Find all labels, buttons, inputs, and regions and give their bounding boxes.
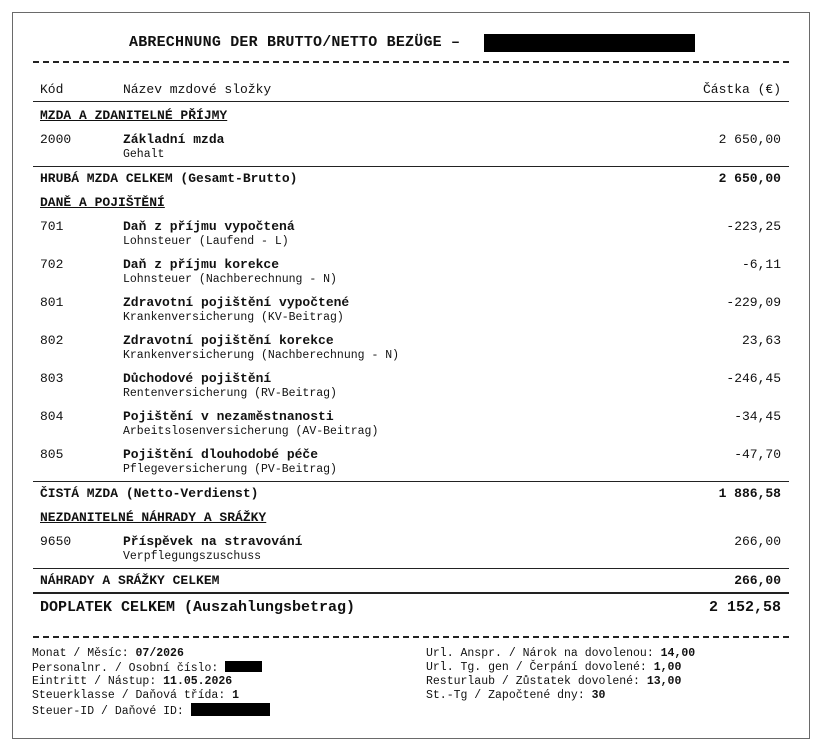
footer-counted-days xyxy=(426,689,605,702)
item-amount: -223,25 xyxy=(726,219,781,234)
footer-label: Steuerklasse / Daňová třída: xyxy=(32,689,226,702)
footer-entry-date xyxy=(32,675,232,688)
footer-personnel-number xyxy=(32,661,262,675)
footer-label: St.-Tg / Započtené dny: xyxy=(426,689,585,702)
item-subtitle: Verpflegungszuschuss xyxy=(123,550,262,563)
column-header-name: Název mzdové složky xyxy=(123,82,272,97)
divider-payout xyxy=(33,592,789,594)
footer-value: 14,00 xyxy=(660,647,696,660)
item-amount: 23,63 xyxy=(741,333,781,348)
item-code: 2000 xyxy=(40,132,72,147)
footer-label: Steuer-ID / Daňové ID: xyxy=(32,705,184,718)
divider-gross xyxy=(33,166,789,167)
footer-vacation-remaining xyxy=(426,675,681,688)
footer-label: Url. Anspr. / Nárok na dovolenou: xyxy=(426,647,654,660)
item-code: 9650 xyxy=(40,534,72,549)
divider-dashed-bottom xyxy=(33,636,789,638)
item-code: 702 xyxy=(40,257,64,272)
item-code: 802 xyxy=(40,333,64,348)
item-code: 805 xyxy=(40,447,64,462)
footer-label: Url. Tg. gen / Čerpání dovolené: xyxy=(426,661,647,674)
item-amount: -34,45 xyxy=(734,409,781,424)
column-header-code: Kód xyxy=(40,82,64,97)
allowances-total-label: NÁHRADY A SRÁŽKY CELKEM xyxy=(40,573,220,588)
divider-net xyxy=(33,481,789,482)
item-name: Daň z příjmu korekce xyxy=(123,257,280,272)
divider-header xyxy=(33,101,789,102)
footer-tax-id xyxy=(32,703,270,718)
column-header-amount: Částka (€) xyxy=(702,82,781,97)
footer-value: 11.05.2026 xyxy=(163,675,233,688)
item-code: 701 xyxy=(40,219,64,234)
section-nontaxable: NEZDANITELNÉ NÁHRADY A SRÁŽKY xyxy=(40,510,267,525)
item-name: Důchodové pojištění xyxy=(123,371,272,386)
payslip-document xyxy=(12,12,810,739)
item-name: Zdravotní pojištění korekce xyxy=(123,333,334,348)
item-name: Daň z příjmu vypočtená xyxy=(123,219,295,234)
item-name: Základní mzda xyxy=(123,132,225,147)
item-code: 804 xyxy=(40,409,64,424)
payout-total-label: DOPLATEK CELKEM (Auszahlungsbetrag) xyxy=(40,599,356,616)
footer-label: Monat / Měsíc: xyxy=(32,647,129,660)
footer-month xyxy=(32,647,184,660)
item-subtitle: Lohnsteuer (Nachberechnung - N) xyxy=(123,273,337,286)
item-subtitle: Rentenversicherung (RV-Beitrag) xyxy=(123,387,337,400)
footer-label: Resturlaub / Zůstatek dovolené: xyxy=(426,675,640,688)
item-code: 801 xyxy=(40,295,64,310)
item-name: Pojištění v nezaměstnanosti xyxy=(123,409,334,424)
footer-vacation-entitlement xyxy=(426,647,695,660)
footer-value: 1 xyxy=(232,689,240,702)
item-amount: -229,09 xyxy=(726,295,781,310)
item-subtitle: Pflegeversicherung (PV-Beitrag) xyxy=(123,463,337,476)
gross-total-amount: 2 650,00 xyxy=(718,171,781,186)
item-subtitle: Gehalt xyxy=(123,148,165,161)
net-total-label: ČISTÁ MZDA (Netto-Verdienst) xyxy=(40,486,259,501)
payout-total-amount: 2 152,58 xyxy=(708,599,781,616)
footer-value: 07/2026 xyxy=(135,647,184,660)
footer-tax-class xyxy=(32,689,239,702)
item-subtitle: Krankenversicherung (KV-Beitrag) xyxy=(123,311,344,324)
item-amount: 2 650,00 xyxy=(718,132,781,147)
section-income: MZDA A ZDANITELNÉ PŘÍJMY xyxy=(40,108,228,123)
document-title: ABRECHNUNG DER BRUTTO/NETTO BEZÜGE – xyxy=(129,34,461,51)
item-subtitle: Lohnsteuer (Laufend - L) xyxy=(123,235,289,248)
footer-vacation-taken xyxy=(426,661,681,674)
item-name: Příspěvek na stravování xyxy=(123,534,303,549)
footer-value: 13,00 xyxy=(646,675,682,688)
divider-dashed-top xyxy=(33,61,789,63)
divider-allowances xyxy=(33,568,789,569)
item-amount: 266,00 xyxy=(734,534,781,549)
redacted-tax-id xyxy=(191,703,270,716)
item-name: Pojištění dlouhodobé péče xyxy=(123,447,319,462)
gross-total-label: HRUBÁ MZDA CELKEM (Gesamt-Brutto) xyxy=(40,171,298,186)
item-subtitle: Arbeitslosenversicherung (AV-Beitrag) xyxy=(123,425,379,438)
footer-value: 30 xyxy=(591,689,606,702)
item-amount: -6,11 xyxy=(741,257,781,272)
allowances-total-amount: 266,00 xyxy=(734,573,781,588)
item-name: Zdravotní pojištění vypočtené xyxy=(123,295,350,310)
item-amount: -47,70 xyxy=(734,447,781,462)
footer-label: Eintritt / Nástup: xyxy=(32,675,157,688)
redacted-name xyxy=(484,34,695,52)
footer-value: 1,00 xyxy=(653,661,682,674)
document-title-row xyxy=(13,34,809,54)
section-taxes: DANĚ A POJIŠTĚNÍ xyxy=(40,195,165,210)
footer-label: Personalnr. / Osobní číslo: xyxy=(32,662,219,675)
item-code: 803 xyxy=(40,371,64,386)
item-subtitle: Krankenversicherung (Nachberechnung - N) xyxy=(123,349,400,362)
redacted-personnel-number xyxy=(225,661,262,672)
net-total-amount: 1 886,58 xyxy=(718,486,781,501)
item-amount: -246,45 xyxy=(726,371,781,386)
